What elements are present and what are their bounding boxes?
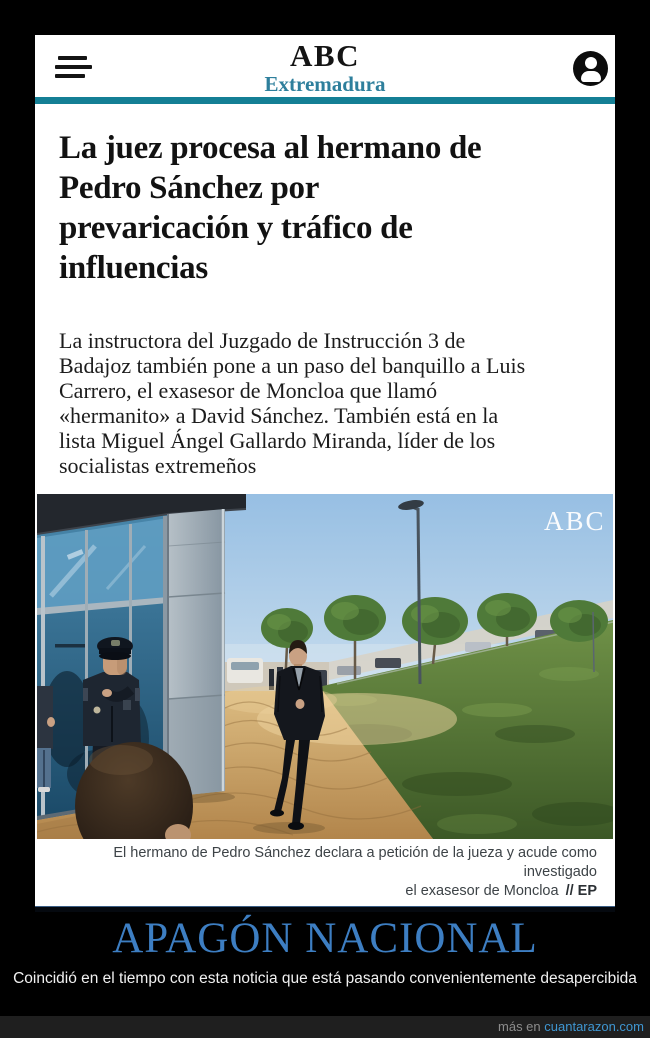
- photo-credit: // EP: [565, 883, 597, 899]
- headline-line: Pedro Sánchez por: [59, 170, 320, 206]
- abc-watermark: ABC: [544, 506, 606, 536]
- article-standfirst: [59, 328, 591, 478]
- brand-title: ABC: [290, 38, 360, 73]
- edition-title: Extremadura: [264, 71, 386, 96]
- article-photo: [37, 494, 613, 839]
- article-card: [35, 35, 615, 912]
- standfirst-line: Badajoz también pone a un paso del banquillo a Luis: [59, 353, 526, 378]
- card-bottom-bar: [35, 906, 615, 912]
- meme-title: APAGÓN NACIONAL: [112, 915, 538, 962]
- standfirst-line: «hermanito» a David Sánchez. También está en la: [59, 403, 499, 428]
- standfirst-line: socialistas extremeños: [59, 453, 257, 478]
- user-avatar-icon[interactable]: [573, 51, 608, 86]
- headline-line: La juez procesa al hermano de: [59, 130, 482, 166]
- headline-line: influencias: [59, 250, 208, 286]
- footer-prefix: más en: [498, 1019, 545, 1034]
- abc-logo[interactable]: [35, 40, 615, 96]
- headline-line: prevaricación y tráfico de: [59, 210, 413, 246]
- article-header: [35, 35, 615, 97]
- meme-subtitle: Coincidió en el tiempo con esta noticia que está pasando convenientemente desapercibida: [13, 970, 637, 987]
- footer-site-link[interactable]: cuantarazon.com: [544, 1019, 644, 1034]
- caption-line: el exasesor de Moncloa: [405, 883, 559, 899]
- photo-caption: [35, 839, 615, 906]
- brand-accent-bar: [35, 97, 615, 104]
- standfirst-line: Carrero, el exasesor de Moncloa que llamó: [59, 378, 438, 403]
- standfirst-line: lista Miguel Ángel Gallardo Miranda, líder de los: [59, 428, 496, 453]
- caption-line: El hermano de Pedro Sánchez declara a petición de la jueza y acude como investigado: [113, 845, 597, 880]
- standfirst-line: La instructora del Juzgado de Instrucción 3 de: [59, 328, 466, 353]
- article-headline: [59, 128, 591, 288]
- site-footer: [0, 1016, 650, 1038]
